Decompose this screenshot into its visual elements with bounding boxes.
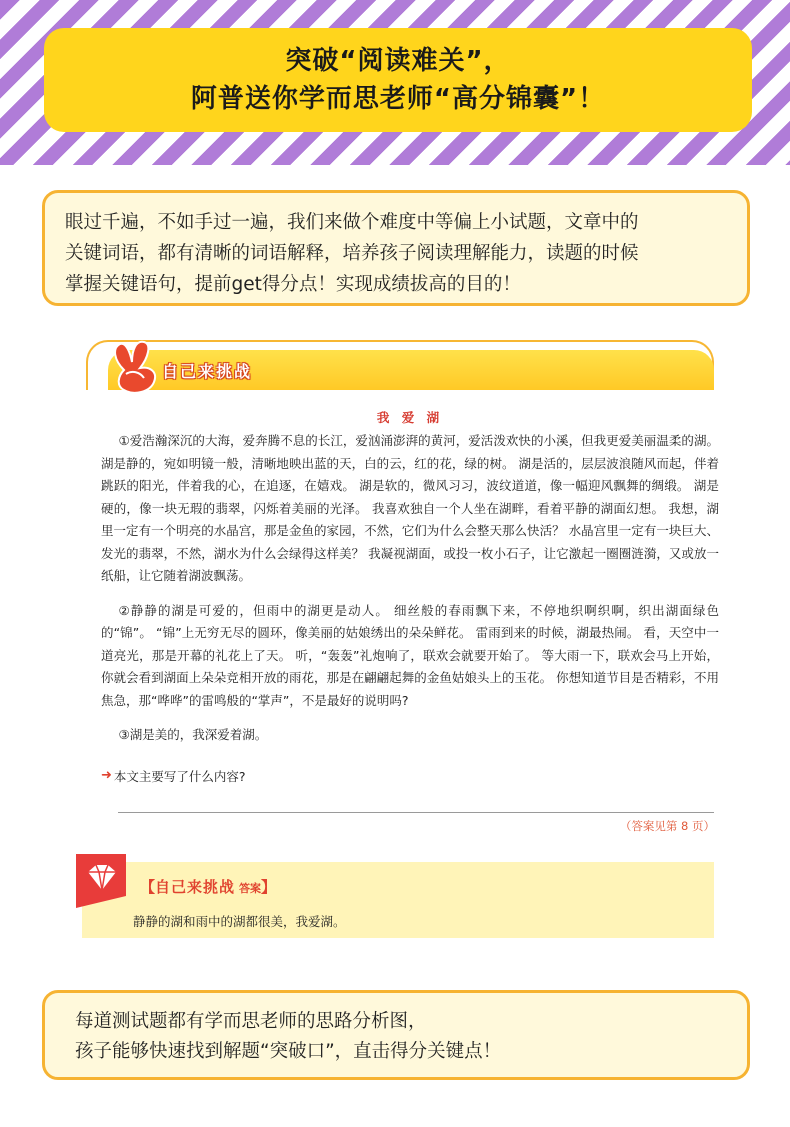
- answer-text: 静静的湖和雨中的湖都很美，我爱湖。: [133, 914, 346, 929]
- answer-heading: [140, 876, 276, 897]
- answer-bracket-right: 】: [261, 878, 277, 896]
- answer-title: 自己来挑战: [155, 878, 236, 896]
- answer-tag: 答案: [239, 882, 262, 895]
- headline-panel: [44, 28, 752, 132]
- question: [101, 767, 719, 785]
- answer-bracket-left: 【: [140, 878, 156, 896]
- rabbit-hand-icon: [110, 340, 162, 396]
- answer-reference: （答案见第 8 页）: [619, 819, 715, 833]
- article-paragraph-3: ③湖是美的，我深爱着湖。: [118, 727, 268, 742]
- question-text: 本文主要写了什么内容?: [113, 768, 246, 784]
- intro-line-3: 掌握关键语句，提前get得分点！实现成绩拔高的目的！: [65, 274, 521, 295]
- banner-title: 自己来挑战: [162, 362, 253, 381]
- arrow-right-icon: ➜: [101, 768, 112, 783]
- answer-line: [118, 812, 714, 813]
- intro-line-1: 眼过千遍，不如手过一遍，我们来做个难度中等偏上小试题，文章中的: [65, 212, 639, 233]
- diamond-icon: [72, 852, 130, 910]
- headline-line-1: 突破“阅读难关”，: [285, 46, 511, 76]
- intro-box: [42, 190, 750, 306]
- headline-line-2: 阿普送你学而思老师“高分锦囊”！: [190, 84, 606, 114]
- intro-line-2: 关键词语，都有清晰的词语解释，培养孩子阅读理解能力，读题的时候: [65, 243, 639, 264]
- summary-line-1: 每道测试题都有学而思老师的思路分析图，: [75, 1011, 427, 1032]
- summary-line-2: 孩子能够快速找到解题“突破口”，直击得分关键点！: [75, 1041, 502, 1062]
- challenge-banner: [80, 340, 714, 400]
- article: [101, 408, 719, 785]
- article-paragraph-1: ①爱浩瀚深沉的大海，爱奔腾不息的长江，爱汹涌澎湃的黄河，爱活泼欢快的小溪，但我更爱美丽温柔的湖。 湖是静的，宛如明镜一般，清晰地映出蓝的天，白的云，红的花，绿的树。 湖是活的，层层波浪随风而起，伴着跳跃的阳光，伴着我的心，在追逐，在嬉戏。 湖是软的，微风习习，波纹道道，像一幅迎风飘舞的绸缎。 湖是硬的，像一块无瑕的翡翠，闪烁着美丽的光泽。 我喜欢独自一个人坐在湖畔，看着平静的湖面幻想。 我想，湖里一定有一个明亮的水晶宫，那是金鱼的家园，不然，它们为什么会整天那么快活？ 水晶宫里一定有一块巨大、发光的翡翠，不然，湖水为什么会绿得这样美？ 我凝视湖面，或投一枚小石子，让它激起一圈圈涟漪，又或放一纸船，让它随着湖波飘荡。: [101, 433, 719, 583]
- article-paragraph-2: ②静静的湖是可爱的，但雨中的湖更是动人。 细丝般的春雨飘下来，不停地织啊织啊，织出湖面绿色的“锦”。 “锦”上无穷无尽的圆环，像美丽的姑娘绣出的朵朵鲜花。 雷雨到来的时候，湖最热闹。 看，天空中一道亮光，那是开幕的礼花上了天。 听，“轰轰”礼炮响了，联欢会就要开始了。 等大雨一下，联欢会马上开始，你就会看到湖面上朵朵竞相开放的雨花，那是在翩翩起舞的金鱼姑娘头上的玉花。 你想知道节目是否精彩，不用焦急，那“哗哗”的雷鸣般的“掌声”，不是最好的说明吗?: [101, 602, 719, 708]
- summary-box: [42, 990, 750, 1080]
- article-title: 我 爱 湖: [376, 410, 444, 425]
